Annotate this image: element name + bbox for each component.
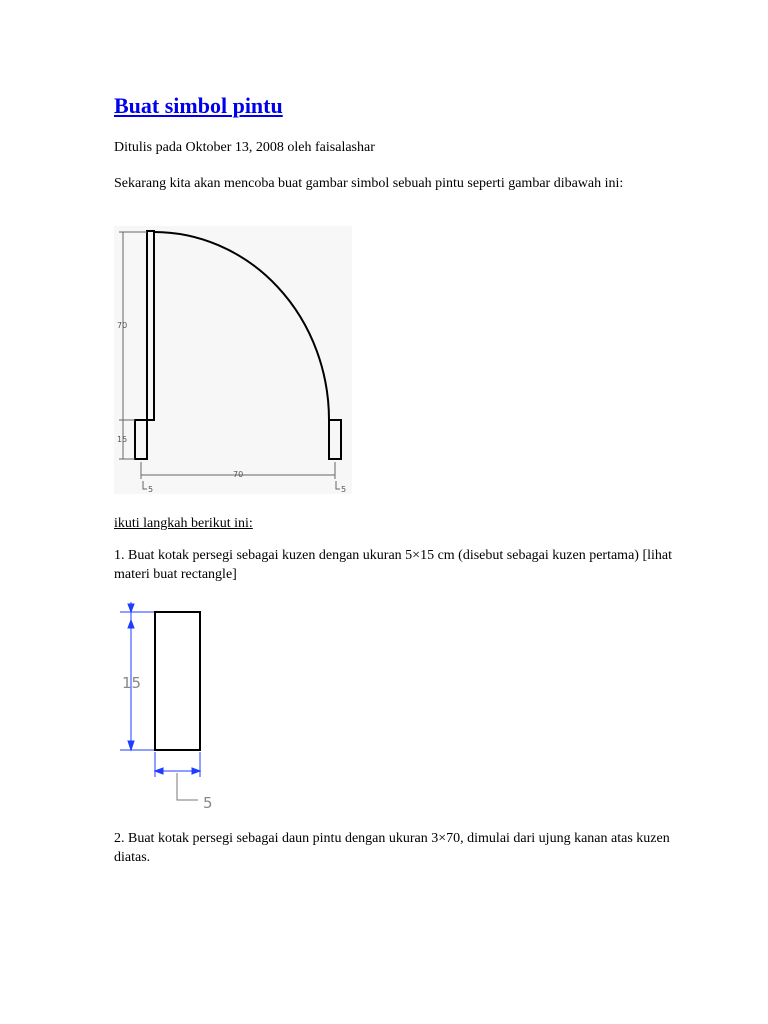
- dim-label-door-height: 70: [117, 321, 128, 330]
- dim-label-right-frame: 5: [341, 485, 347, 494]
- frame-rectangle-figure: [114, 602, 224, 814]
- post-meta: Ditulis pada Oktober 13, 2008 oleh faisalashar: [114, 140, 375, 155]
- frame-rectangle: [155, 612, 200, 750]
- article-title[interactable]: Buat simbol pintu: [114, 93, 283, 118]
- width-leader: [177, 773, 198, 800]
- dim-label-height: 15: [122, 674, 142, 692]
- intro-paragraph: Sekarang kita akan mencoba buat gambar simbol sebuah pintu seperti gambar dibawah ini:: [114, 176, 624, 191]
- dim-label-width: 5: [203, 794, 213, 812]
- dim-label-left-frame: 5: [148, 485, 154, 494]
- dim-label-frame-height: 15: [117, 435, 128, 444]
- vertical-dimension: [119, 232, 147, 459]
- step-1-text: 1. Buat kotak persegi sebagai kuzen dengan ukuran 5×15 cm (disebut sebagai kuzen pertama) [lihat materi buat rectangle]: [114, 548, 672, 582]
- door-leaf: [147, 231, 154, 420]
- door-swing-arc: [154, 232, 329, 420]
- dim-label-door-width: 70: [233, 470, 244, 479]
- step-2-text: 2. Buat kotak persegi sebagai daun pintu dengan ukuran 3×70, dimulai dari ujung kanan atas kuzen diatas.: [114, 831, 670, 865]
- door-symbol-figure: [114, 226, 352, 494]
- frame-width-leaders: [143, 481, 340, 489]
- steps-heading: ikuti langkah berikut ini:: [114, 516, 253, 531]
- right-frame: [329, 420, 341, 459]
- left-frame: [135, 420, 147, 459]
